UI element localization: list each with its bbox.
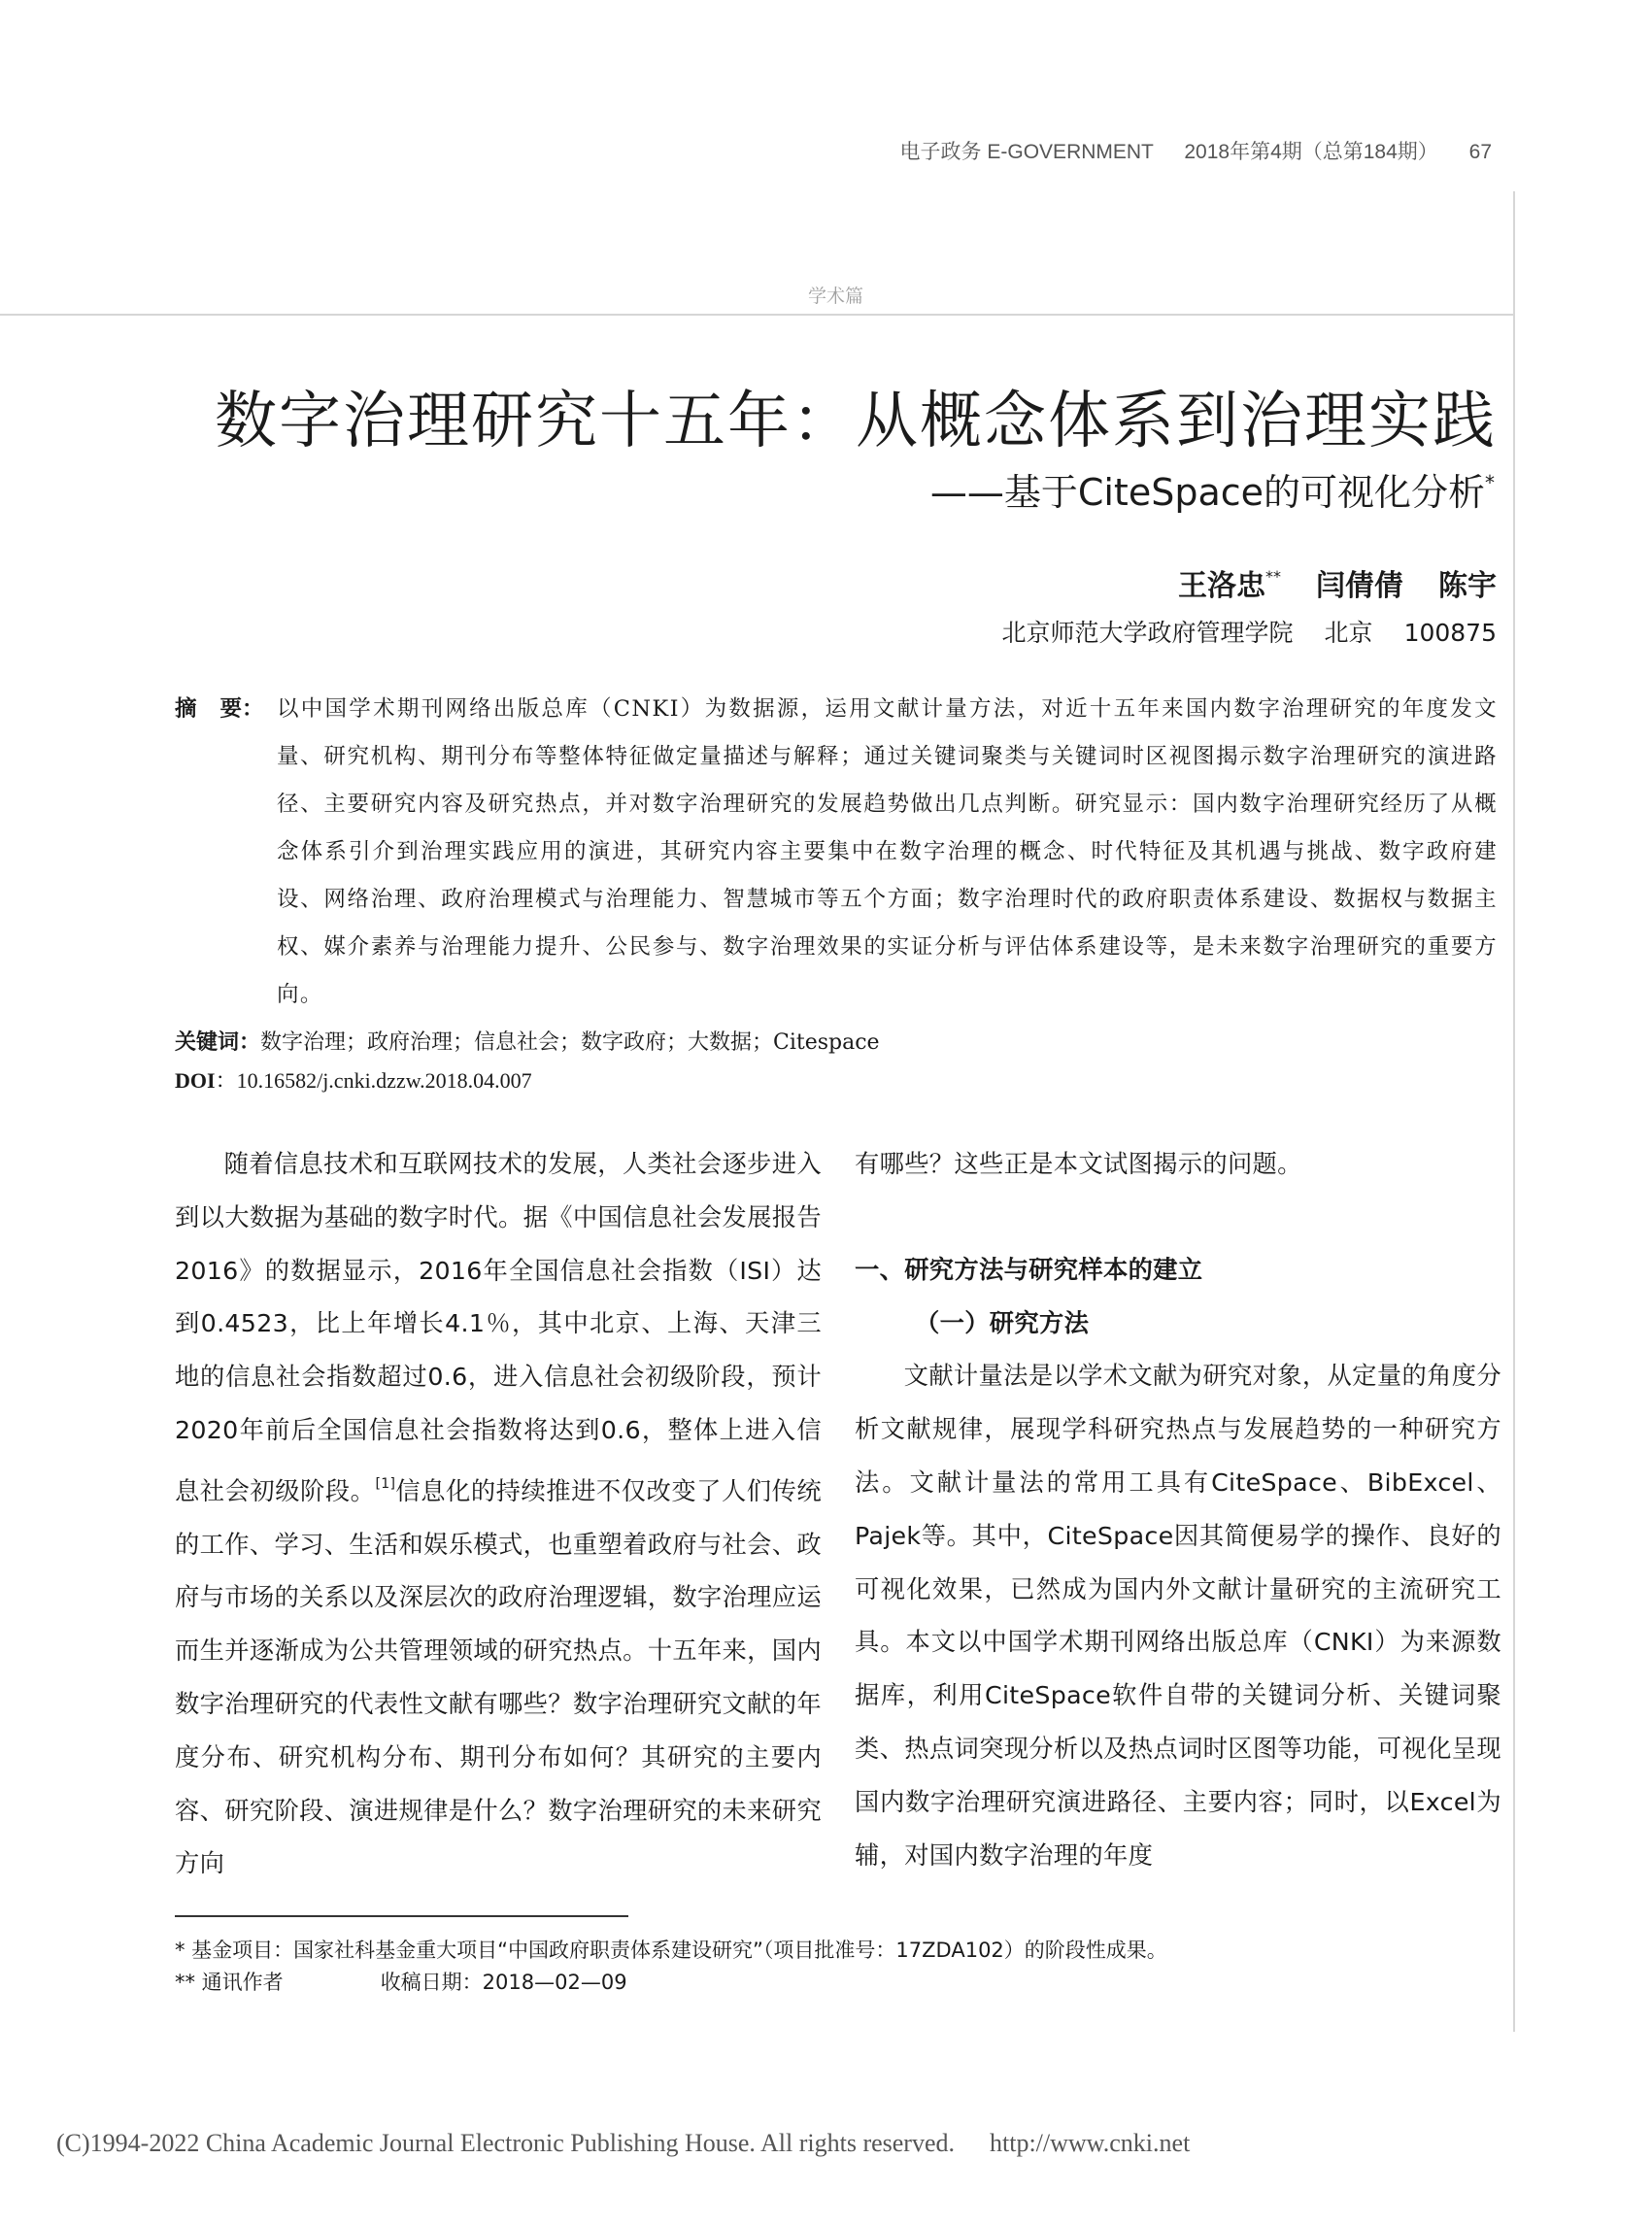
abstract bbox=[175, 686, 1498, 1019]
footnote-fund: * 基金项目：国家社科基金重大项目“中国政府职责体系建设研究”（项目批准号：17ZDA102）的阶段性成果。 bbox=[175, 1939, 1167, 1962]
body-column-left bbox=[175, 1138, 822, 1891]
received-date: 收稿日期：2018—02—09 bbox=[380, 1971, 627, 1994]
author-name: 王洛忠 bbox=[1178, 569, 1265, 603]
body-paragraph: 文献计量法是以学术文献为研究对象，从定量的角度分析文献规律，展现学科研究热点与发展趋势的一种研究方法。文献计量法的常用工具有CiteSpace、BibExcel、Pajek等。其中，CiteSpace因其简便易学的操作、良好的可视化效果，已然成为国内外文献计量研究的主流研究工具。本文以中国学术期刊网络出版总库（CNKI）为来源数据库，利用CiteSpace软件自带的关键词分析、关键词聚类、热点词突现分析以及热点词时区图等功能，可视化呈现国内数字治理研究演进路径、主要内容；同时，以Excel为辅，对国内数字治理的年度 bbox=[855, 1362, 1501, 1870]
subsection-heading: （一）研究方法 bbox=[915, 1308, 1090, 1337]
running-header bbox=[875, 136, 1492, 165]
horizontal-divider bbox=[0, 314, 1513, 316]
affiliation bbox=[1002, 614, 1497, 649]
abstract-label-char: 摘 bbox=[175, 696, 197, 722]
body-column-right bbox=[855, 1138, 1501, 1882]
section-label: 学术篇 bbox=[808, 286, 864, 307]
doi-value: 10.16582/j.cnki.dzzw.2018.04.007 bbox=[236, 1068, 532, 1093]
subtitle-text: ——基于CiteSpace的可视化分析 bbox=[929, 471, 1485, 514]
copyright-notice bbox=[56, 2129, 1190, 2158]
footnote-corresponding bbox=[175, 1967, 627, 1996]
citation-ref[interactable]: [1] bbox=[375, 1475, 396, 1492]
paper-subtitle bbox=[930, 462, 1495, 516]
affiliation-city: 北京 bbox=[1324, 619, 1373, 647]
keywords bbox=[175, 1026, 880, 1056]
section-heading: 一、研究方法与研究样本的建立 bbox=[855, 1255, 1203, 1284]
abstract-label bbox=[175, 686, 277, 733]
body-paragraph bbox=[175, 1138, 822, 1891]
author-name: 闫倩倩 bbox=[1316, 569, 1403, 603]
vertical-divider bbox=[1513, 191, 1515, 2032]
affiliation-institution: 北京师范大学政府管理学院 bbox=[1001, 619, 1294, 647]
doi-label: DOI bbox=[175, 1068, 216, 1093]
affiliation-postcode: 100875 bbox=[1403, 619, 1497, 647]
paper-title: 数字治理研究十五年：从概念体系到治理实践 bbox=[215, 386, 1497, 457]
footnote-divider bbox=[175, 1915, 628, 1917]
abstract-label-char: 要 bbox=[219, 696, 243, 722]
copyright-url[interactable]: http://www.cnki.net bbox=[990, 2129, 1191, 2157]
body-paragraph: 有哪些？这些正是本文试图揭示的问题。 bbox=[855, 1150, 1302, 1178]
body-text: 随着信息技术和互联网技术的发展，人类社会逐步进入到以大数据为基础的数字时代。据《中国信息社会发展报告2016》的数据显示，2016年全国信息社会指数（ISI）达到0.4523，比上年增长4.1％，其中北京、上海、天津三地的信息社会指数超过0.6，进入信息社会初级阶段，预计2020年前后全国信息社会指数将达到0.6，整体上进入信息社会初级阶段。 bbox=[175, 1150, 822, 1505]
body-text: 信息化的持续推进不仅改变了人们传统的工作、学习、生活和娱乐模式，也重塑着政府与社会、政府与市场的关系以及深层次的政府治理逻辑，数字治理应运而生并逐渐成为公共管理领域的研究热点。十五年来，国内数字治理研究的代表性文献有哪些？数字治理研究文献的年度分布、研究机构分布、期刊分布如何？其研究的主要内容、研究阶段、演进规律是什么？数字治理研究的未来研究方向 bbox=[175, 1476, 822, 1878]
doi-separator: ： bbox=[215, 1068, 237, 1093]
author-footnote-mark: ** bbox=[1265, 567, 1281, 586]
author-list bbox=[1178, 561, 1497, 604]
journal-name: 电子政务 E-GOVERNMENT bbox=[899, 141, 1154, 163]
author-name: 陈宇 bbox=[1438, 569, 1497, 603]
abstract-label-colon: ： bbox=[242, 696, 264, 722]
keywords-text: 数字治理；政府治理；信息社会；数字政府；大数据；Citespace bbox=[260, 1030, 880, 1055]
subtitle-footnote-mark: * bbox=[1485, 471, 1495, 494]
corresponding-author-note: ** 通讯作者 bbox=[175, 1971, 284, 1994]
page-number: 67 bbox=[1468, 141, 1492, 163]
abstract-text: 以中国学术期刊网络出版总库（CNKI）为数据源，运用文献计量方法，对近十五年来国内数字治理研究的年度发文量、研究机构、期刊分布等整体特征做定量描述与解释；通过关键词聚类与关键词时区视图揭示数字治理研究的演进路径、主要研究内容及研究热点，并对数字治理研究的发展趋势做出几点判断。研究显示：国内数字治理研究经历了从概念体系引介到治理实践应用的演进，其研究内容主要集中在数字治理的概念、时代特征及其机遇与挑战、数字政府建设、网络治理、政府治理模式与治理能力、智慧城市等五个方面；数字治理时代的政府职责体系建设、数据权与数据主权、媒介素养与治理能力提升、公民参与、数字治理效果的实证分析与评估体系建设等，是未来数字治理研究的重要方向。 bbox=[277, 696, 1498, 1007]
issue-info: 2018年第4期（总第184期） bbox=[1184, 141, 1438, 163]
keywords-label: 关键词： bbox=[175, 1030, 261, 1055]
doi bbox=[175, 1064, 532, 1095]
copyright-text: (C)1994-2022 China Academic Journal Electronic Publishing House. All rights reserved. bbox=[56, 2129, 955, 2157]
